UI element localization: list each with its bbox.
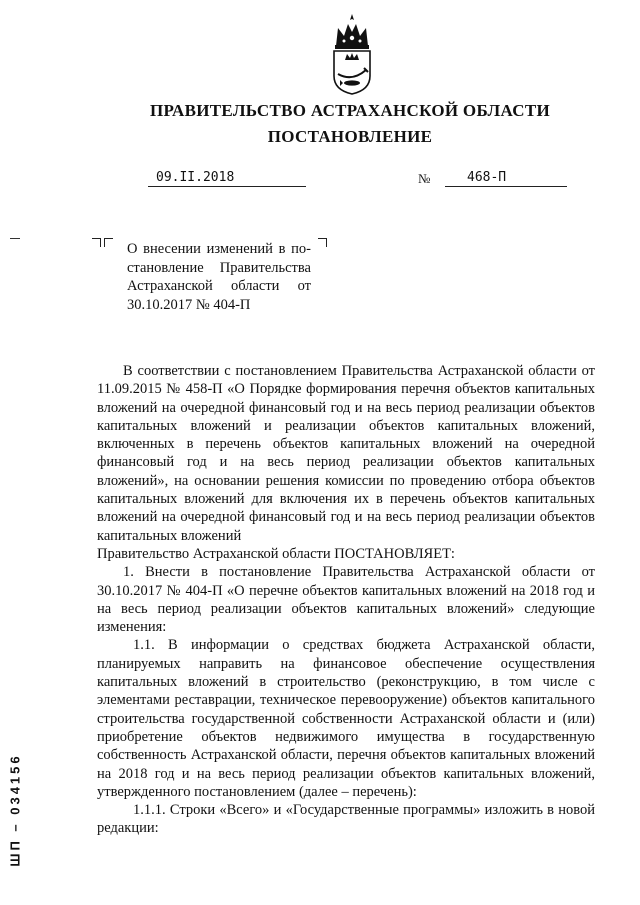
fold-mark [10,238,20,239]
document-date: 09.II.2018 [148,170,306,187]
paragraph-item-1-1: 1.1. В информации о средствах бюджета Астраханской области, планируемых направить на финансовое обеспечение осуществления капитальных вложений в строительство (реконструкцию, в том числе с элементами реставрации, техническое перевооружение) объектов капитального строительства государственной собственности Астраханской области и (или) приобретение объектов недвижимого имущества в государственную собственность Астраханской области, перечня объектов капитальных вложений на 2018 год и на весь период реализации объектов капитальных вложений, утвержденного постановлением (далее – перечень): [97,637,595,800]
document-type: ПОСТАНОВЛЕНИЕ [267,127,433,146]
subject-line: Астраханской области от [127,278,311,294]
side-serial-code [0,740,30,880]
paragraph-preamble: В соответствии с постановлением Правительства Астраханской области от 11.09.2015 № 458-П «О Порядке формирования перечня объектов капитальных вложений на очередной финансовый год и на весь период реализации объектов капитальных вложений и реализации объектов капитальных вложений, включенных в перечень объектов капитальных вложений на очередной финансовый год и на весь период реализации объектов капитальных вложений», на основании решения комиссии по проведению отбора объектов капитальных вложений для включения их в перечень объектов капитальных вложений на очередной финансовый год и на весь период реализации объектов капитальных вложений [97,363,595,544]
subject-line: О внесении изменений в по- [127,241,311,257]
subject-line: становление Правительства [127,259,311,276]
subject-line: 30.10.2017 № 404-П [127,296,251,313]
document-subject [127,240,311,314]
subject-bracket-left-1 [92,238,101,247]
paragraph-item-1-1-1: 1.1.1. Строки «Всего» и «Государственные программы» изложить в новой редакции: [97,802,595,837]
paragraph-item-1: 1. Внести в постановление Правительства Астраханской области от 30.10.2017 № 404-П «О перечне объектов капитальных вложений на 2018 год и на весь период реализации объектов капитальных вложений» следующие изменения: [97,564,595,636]
document-number: 468-П [445,170,567,187]
document-body [97,362,595,838]
coat-of-arms-icon [330,12,374,96]
subject-bracket-left-2 [104,238,113,247]
paragraph-resolves: Правительство Астраханской области ПОСТАНОВЛЯЕТ: [97,545,455,562]
number-label: № [418,171,431,186]
government-title: ПРАВИТЕЛЬСТВО АСТРАХАНСКОЙ ОБЛАСТИ [150,101,550,120]
serial-code-text: ШП – 034156 [7,753,23,867]
subject-bracket-right [318,238,327,247]
